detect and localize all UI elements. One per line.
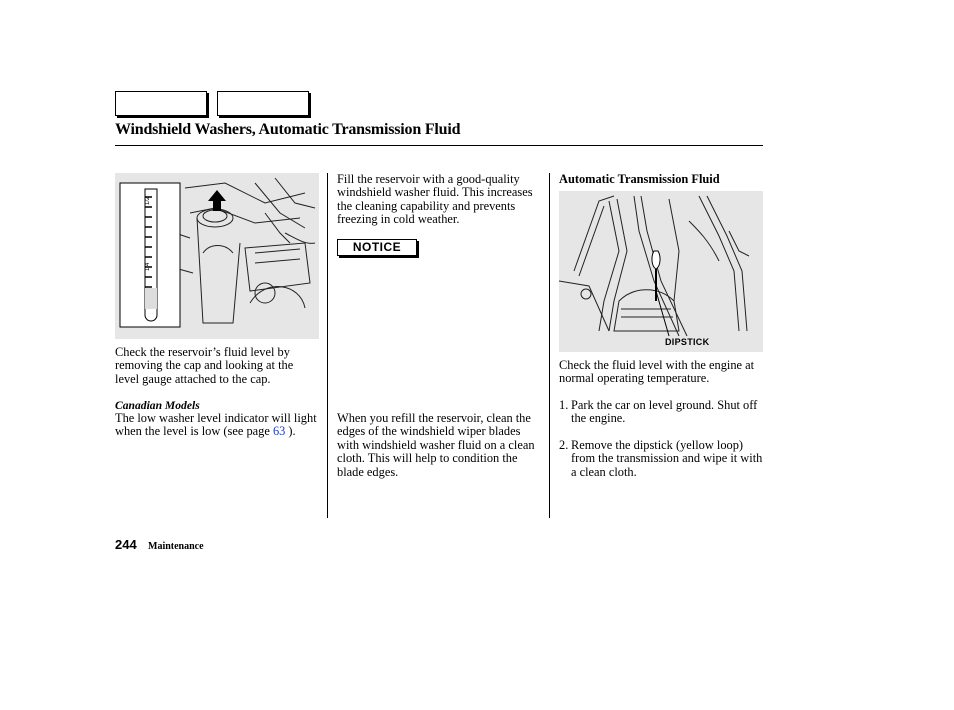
nav-tab-right[interactable] [217, 91, 309, 116]
step-text: Remove the dipstick (yellow loop) from the transmission and wipe it with a clean cloth. [571, 438, 763, 479]
washer-reservoir-figure [115, 173, 319, 339]
column-divider-1 [327, 173, 328, 518]
gauge-top-mark: 1/2 [145, 196, 151, 205]
section-name: Maintenance [148, 541, 204, 552]
atf-heading: Automatic Transmission Fluid [559, 172, 720, 186]
fill-reservoir-paragraph: Fill the reservoir with a good-quality windshield washer fluid. This increases the cleaning capability and prevents freezing in cold weather. [337, 172, 533, 227]
reservoir-check-paragraph: Check the reservoir’s fluid level by removing the cap and looking at the level gauge attached to the cap. [115, 345, 294, 386]
notice-badge: NOTICE [337, 239, 417, 256]
dipstick-illustration [559, 191, 763, 352]
step-text: Park the car on level ground. Shut off the engine. [571, 398, 758, 426]
low-level-text: The low washer level indicator will light when the level is low (see page [115, 411, 317, 439]
low-level-text-end: ). [285, 424, 296, 439]
canadian-models-heading: Canadian Models [115, 399, 200, 412]
atf-step-1 [559, 399, 764, 426]
low-level-indicator-paragraph [115, 412, 320, 439]
page-number: 244 [115, 537, 137, 552]
nav-tab-left[interactable] [115, 91, 207, 116]
step-number: 2. [559, 438, 569, 452]
atf-check-paragraph: Check the fluid level with the engine at normal operating temperature. [559, 358, 755, 386]
column-divider-2 [549, 173, 550, 518]
title-rule [115, 145, 763, 146]
washer-reservoir-illustration [115, 173, 319, 339]
wiper-blade-paragraph: When you refill the reservoir, clean the edges of the windshield wiper blades with windshield washer fluid on a clean cloth. This will help to condition the blade edges. [337, 411, 535, 479]
page-63-link[interactable]: 63 [272, 424, 286, 439]
step-number: 1. [559, 398, 569, 412]
page-title: Windshield Washers, Automatic Transmission Fluid [115, 121, 461, 138]
gauge-mid-mark: 1/4 [145, 262, 151, 271]
atf-step-2 [559, 439, 764, 479]
dipstick-figure [559, 191, 763, 352]
dipstick-label: DIPSTICK [665, 337, 710, 347]
